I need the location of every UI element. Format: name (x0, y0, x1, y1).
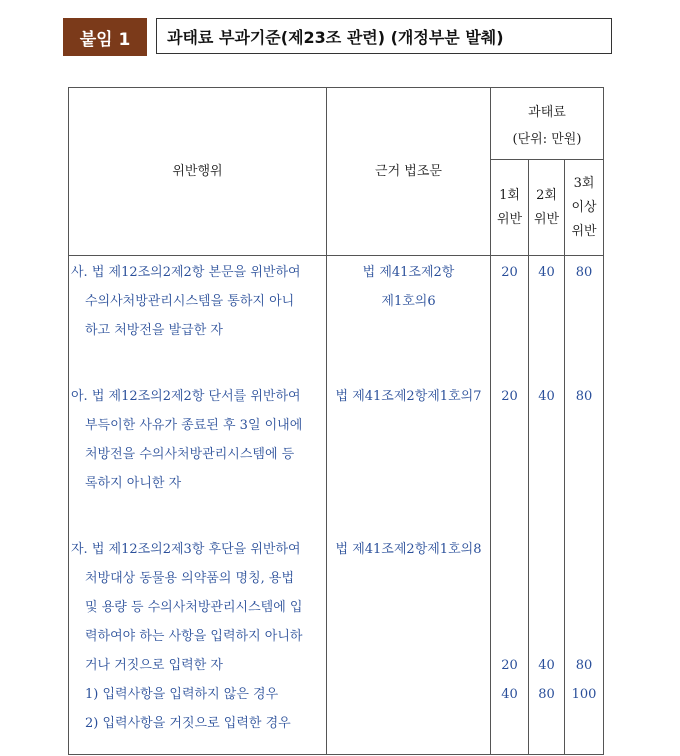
attachment-badge: 붙임 1 (63, 18, 147, 56)
basis-cell (327, 256, 491, 755)
fine-value: 40 (501, 687, 518, 702)
header-2nd-line1: 2회 (536, 187, 557, 203)
header-3rd-line2: 이상 (571, 199, 597, 215)
fine-value: 100 (571, 687, 597, 702)
violation-line: 력하여야 하는 사항을 입력하지 아니하 (85, 629, 303, 644)
document-header (63, 18, 614, 56)
violation-line: 자. 법 제12조의2제3항 후단을 위반하여 (71, 542, 301, 557)
header-2nd (529, 160, 565, 256)
header-1st (491, 160, 529, 256)
table-header-row (69, 88, 604, 160)
header-fine-label: 과태료 (528, 104, 566, 120)
fine-3rd-cell (565, 256, 604, 755)
header-3rd-line3: 위반 (571, 223, 597, 239)
header-fine-unit: (단위: 만원) (512, 131, 582, 147)
fine-value: 40 (538, 658, 555, 673)
header-basis: 근거 법조문 (327, 88, 491, 256)
basis-line: 법 제41조제2항 (362, 265, 455, 280)
header-3rd-line1: 3회 (573, 175, 595, 191)
header-2nd-line2: 위반 (533, 211, 560, 227)
header-fine (491, 88, 604, 160)
fine-1st-cell (491, 256, 529, 755)
violation-line: 아. 법 제12조의2제2항 단서를 위반하여 (71, 389, 301, 404)
header-1st-line2: 위반 (496, 211, 523, 227)
subitem-label: 1) 입력사항을 입력하지 않은 경우 (85, 687, 279, 702)
header-1st-line1: 1회 (499, 187, 520, 203)
fine-2nd-cell (529, 256, 565, 755)
fine-value: 80 (575, 658, 593, 673)
violation-line: 사. 법 제12조의2제2항 본문을 위반하여 (71, 265, 301, 280)
basis-line: 법 제41조제2항제1호의8 (335, 542, 482, 557)
header-3rd (565, 160, 604, 256)
basis-line: 제1호의6 (381, 294, 436, 309)
fine-value: 80 (575, 389, 593, 404)
violation-line: 부득이한 사유가 종료된 후 3일 이내에 (85, 418, 303, 433)
fine-standards-table (68, 87, 604, 755)
violation-line: 및 용량 등 수의사처방관리시스템에 입 (85, 600, 303, 615)
subitem-label: 2) 입력사항을 거짓으로 입력한 경우 (85, 716, 291, 731)
fine-value: 20 (501, 265, 518, 280)
violation-line: 거나 거짓으로 입력한 자 (85, 658, 223, 673)
fine-value: 80 (575, 265, 593, 280)
fine-value: 80 (538, 687, 555, 702)
basis-line: 법 제41조제2항제1호의7 (335, 389, 482, 404)
violation-line: 록하지 아니한 자 (85, 476, 182, 491)
violation-line: 처방전을 수의사처방관리시스템에 등 (85, 447, 295, 462)
violation-line: 하고 처방전을 발급한 자 (85, 323, 223, 338)
table-row (69, 256, 604, 755)
header-violation: 위반행위 (69, 88, 327, 256)
violation-line: 처방대상 동물용 의약품의 명칭, 용법 (85, 571, 295, 586)
violation-line: 수의사처방관리시스템을 통하지 아니 (85, 294, 295, 309)
fine-value: 20 (501, 658, 518, 673)
fine-value: 40 (538, 389, 555, 404)
document-title: 과태료 부과기준(제23조 관련) (개정부분 발췌) (156, 18, 612, 54)
violation-cell (69, 256, 327, 755)
fine-value: 20 (501, 389, 518, 404)
fine-value: 40 (538, 265, 555, 280)
